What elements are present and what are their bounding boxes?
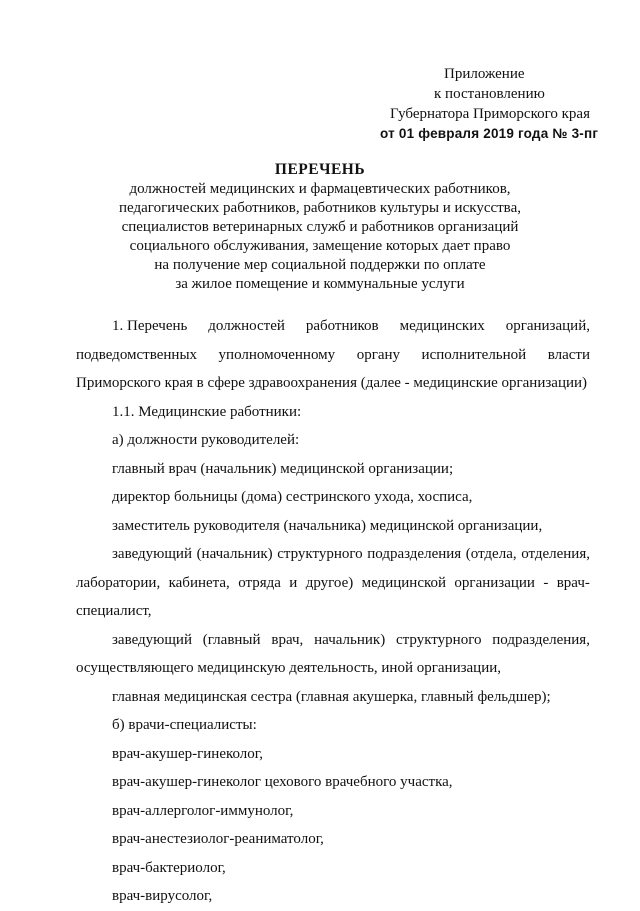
word: начальник) — [314, 631, 386, 648]
word: исполнительной — [421, 346, 527, 363]
word: врач- — [556, 574, 590, 591]
word: власти — [547, 346, 590, 363]
word: - — [543, 574, 549, 591]
word: (главный — [202, 631, 261, 648]
subsection-heading-specialists: б) врачи-специалисты: — [112, 717, 257, 733]
word: лаборатории, — [76, 574, 161, 591]
word: подразделения, — [492, 631, 590, 648]
word: уполномоченному — [218, 346, 336, 363]
section-heading-medical-workers: 1.1. Медицинские работники: — [112, 403, 302, 420]
list-item: главная медицинская сестра (главная акушерка, главный фельдшер); — [112, 688, 551, 705]
word: врач, — [271, 631, 304, 648]
list-item-line-1 — [76, 540, 590, 569]
subtitle-line: на получение мер социальной поддержки по оплате — [154, 257, 486, 273]
date-number-stamp: от 01 февраля 2019 года № 3-пг — [380, 126, 599, 141]
appendix-header — [380, 64, 620, 144]
paragraph-1-line-1 — [76, 312, 590, 341]
word: (отдела, — [465, 546, 517, 562]
word: подразделения — [367, 546, 462, 562]
subtitle-line: должностей медицинских и фармацевтических работников, — [129, 181, 511, 197]
appendix-label: Приложение — [444, 66, 525, 82]
word: (начальник) — [196, 546, 273, 562]
word: органу — [356, 346, 401, 363]
word: медицинских — [399, 318, 485, 334]
list-item: главный врач (начальник) медицинской организации; — [112, 460, 454, 477]
word: кабинета, — [168, 574, 230, 591]
word: и — [289, 574, 298, 591]
subtitle-line: специалистов ветеринарных служб и работников организаций — [121, 219, 519, 235]
list-item: врач-аллерголог-иммунолог, — [112, 802, 294, 819]
word: заведующий — [112, 546, 192, 562]
subtitle-line: за жилое помещение и коммунальные услуги — [175, 276, 465, 292]
word: должностей — [208, 318, 285, 334]
list-item: врач-бактериолог, — [112, 859, 226, 876]
list-item-line-2: осуществляющего медицинскую деятельность, иной организации, — [76, 660, 502, 676]
list-item: врач-акушер-гинеколог, — [112, 745, 264, 762]
list-item-line-3: специалист, — [76, 603, 152, 619]
list-item-line-2 — [76, 569, 590, 598]
subsection-heading-managers: а) должности руководителей: — [112, 432, 300, 448]
subtitle-line: педагогических работников, работников культуры и искусства, — [119, 200, 521, 216]
word: организации — [454, 574, 535, 591]
word: подведомственных — [76, 346, 198, 363]
list-item: врач-акушер-гинеколог цехового врачебного участка, — [112, 774, 453, 790]
subtitle-line: социального обслуживания, замещение которых дает право — [129, 238, 511, 254]
word: организаций, — [505, 318, 590, 334]
governor-label: Губернатора Приморского края — [390, 106, 590, 122]
list-item: врач-вирусолог, — [112, 888, 213, 904]
word: работников — [305, 318, 379, 334]
word: отделения, — [521, 546, 590, 562]
paragraph-1-line-3: Приморского края в сфере здравоохранения (далее - медицинские организации) — [76, 375, 588, 391]
word: другое) — [305, 574, 354, 591]
word: структурного — [396, 631, 482, 648]
list-item: заместитель руководителя (начальника) медицинской организации, — [112, 517, 543, 534]
list-item: директор больницы (дома) сестринского ухода, хосписа, — [112, 489, 473, 505]
word: 1. Перечень — [112, 318, 188, 334]
list-item-line-1 — [76, 626, 590, 655]
title-heading: ПЕРЕЧЕНЬ — [274, 161, 366, 178]
list-item: врач-анестезиолог-реаниматолог, — [112, 831, 324, 847]
word: структурного — [277, 546, 363, 562]
word: отряда — [238, 574, 281, 591]
document-body — [76, 312, 590, 911]
resolution-label: к постановлению — [434, 86, 545, 102]
word: медицинской — [361, 574, 447, 591]
document-title — [100, 160, 540, 294]
paragraph-1-line-2 — [76, 341, 590, 370]
word: заведующий — [112, 631, 192, 648]
